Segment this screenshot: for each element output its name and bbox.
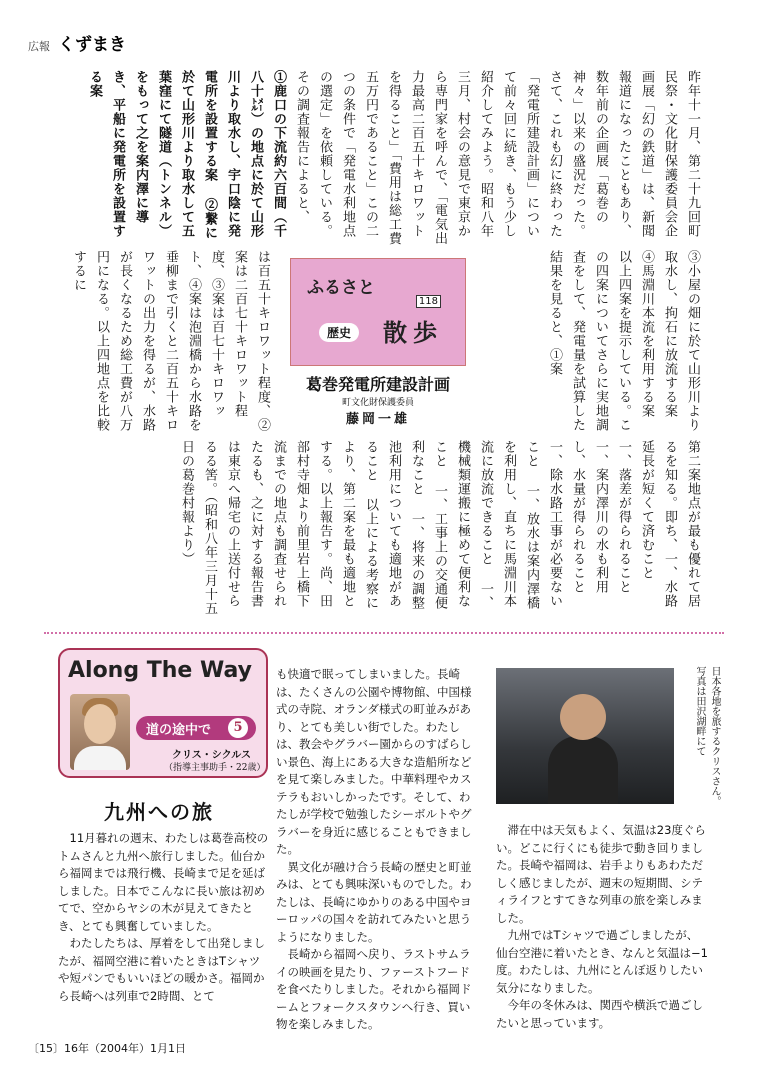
article-paragraph: ①鹿口の下流約六百間（千八十㍍）の地点に於て山形川より取水し、宇口陰に発電所を設置する案 ②繋に於て山形川より取水して五葉窪にて隧道（トンネル）をもって之を案内澤に導き、平船に発電所を設置する案 <box>87 70 286 240</box>
author-name: 藤岡一雄 <box>345 412 410 427</box>
page-footer: 〔15〕16年（2004年）1月1日 <box>28 1042 186 1055</box>
furusato-title-box <box>290 258 466 366</box>
section-divider <box>44 632 724 634</box>
article-top-text <box>44 70 704 246</box>
portrait-shirt <box>74 746 126 770</box>
article-paragraph: 第二案地点が最も優れて居るを知る。即ち、一、水路延長が短くて済むこと 一、落差が得られること 一、案内澤川の水も利用し、水量が得られること 一、除水路工事が必要ないこと 一、放水は案内澤橋を利用し、直ちに馬淵川本流に放流できること 一、機械類運搬に極めて便利なこと 一、工事上の交通便利なこと 一、将来の調整池利用についても適地があること 以上による考察により、第二案を最も適地とする。以上報告す。尚、田部村寺畑より前里岩上橋下流までの地点も調査せられたるも、之に対する報告書は東京へ帰宅の上送付せらるる筈。（昭和八年三月十五日の葛巻村報より） <box>179 440 700 616</box>
chris-photo <box>496 668 674 804</box>
article-bottom-text <box>44 440 704 618</box>
page-header <box>28 30 126 55</box>
along-mid-text <box>276 666 481 1042</box>
article-mid-text <box>44 250 274 440</box>
along-person: クリス・シクルス <box>172 750 251 761</box>
photo-head <box>560 694 606 740</box>
along-title: Along The Way <box>68 658 252 683</box>
along-right-text <box>496 822 708 1042</box>
header-title: くずまき <box>58 35 126 55</box>
article-title: 葛巻発電所建設計画 <box>305 375 450 394</box>
author-role: 町文化財保護委員 <box>341 398 414 408</box>
rekishi-label: 歴史 <box>319 323 359 342</box>
furusato-label: ふるさと <box>307 278 375 298</box>
along-paragraph: 今年の冬休みは、関西や横浜で過ごしたいと思っています。 <box>496 998 703 1030</box>
article-right-text <box>476 250 704 440</box>
photo-caption: 日本各地を旅するクリスさん。写真は田沢湖畔にて <box>694 666 720 806</box>
photo-body <box>548 736 618 804</box>
article-paragraph: ③小屋の畑に於て山形川より取水し、拘石に放流する案 ④馬淵川本流を利用する案 以上四案を提示している。この四案についてさらに実地調査をして、発電量を試算した結果を見ると、①案 <box>547 250 700 432</box>
portrait-face <box>84 704 116 744</box>
along-paragraph: も快適で眠ってしまいました。長崎は、たくさんの公園や博物館、中国様式の寺院、オランダ様式の町並みがあり、とても美しい街でした。わたしは、教会やグラバー園からのすばらしい景色、海上にある大きな造船所などを見て楽しみました。中華料理やカステラもおいしかったです。そして、わたしが学校で勉強したシーボルトやグラバーを身近に感じることもできました。 <box>276 667 472 856</box>
along-paragraph: 長崎から福岡へ戻り、ラストサムライの映画を見たり、ファーストフードを食べたりしました。それから福岡ドームとフォークスタウンへ行き、買い物を楽しみました。 <box>276 947 472 1031</box>
along-paragraph: わたしたちは、厚着をして出発しましたが、福岡空港に着いたときはTシャツや短パンでもいいほどの暖かさ。福岡から長崎へは列車で2時間、とて <box>58 936 265 1003</box>
header-small: 広報 <box>28 40 50 53</box>
author-portrait <box>70 694 130 770</box>
along-number: 5 <box>228 718 248 738</box>
along-paragraph: 11月暮れの週末、わたしは葛巻高校のトムさんと九州へ旅行しました。仙台から福岡までは飛行機、長崎まで足を延ばしました。日本でこんなに長い旅は初めてで、空からヤシの木が見えてきたとき、とても興奮していました。 <box>58 831 269 933</box>
along-paragraph: 滞在中は天気もよく、気温は23度ぐらい。どこに行くにも徒歩で動き回りました。長崎や福岡は、岩手よりもあわただしく感じましたが、週末の短期間、シティライフとすてきな列車の旅を楽しみました。 <box>496 823 706 925</box>
along-paragraph: 異文化が融け合う長崎の歴史と町並みは、とても興味深いものでした。わたしは、長崎にゆかりのある中国やヨーロッパの国々を訪れてみたいと思うようになりました。 <box>276 859 472 944</box>
kyushu-heading: 九州への旅 <box>104 800 214 824</box>
along-left-text <box>58 830 270 1042</box>
along-role: （指導主事助手・22歳） <box>164 763 266 773</box>
sanpo-label: 散歩 <box>383 318 443 347</box>
issue-number: 118 <box>416 295 441 308</box>
along-banner: 道の途中で <box>136 716 256 740</box>
along-the-way-box <box>58 648 268 778</box>
article-paragraph: は百五十キロワット程度、②案は二百七十キロワット程度、③案は百七十キロワット、④案は泡淵橋から水路を垂柳まで引くと二百五十キロワットの出力を得るが、水路が長くなるため総工費が八万円になる。以上四地点を比較するに <box>71 250 270 432</box>
article-paragraph: 昨年十一月、第二十九回町民祭・文化財保護委員会企画展「幻の鉄道」は、新聞報道になったこともあり、数年前の企画展「葛巻の神々」以来の盛況だった。さて、これも幻に終わった「発電所建設計画」について前々回に続き、もう少し紹介してみよう。昭和八年三月、村会の意見で東京から専門家を呼んで、「電気出力最高二百五十キロワットを得ること」「費用は総工費五万円であること」この二つの条件で「発電水利地点の選定」を依頼している。その調査報告によると、 <box>294 70 700 246</box>
along-paragraph: 九州ではTシャツで過ごしましたが、仙台空港に着いたとき、なんと気温は−1度。わたしは、九州にとんぼ返りしたい気分になりました。 <box>496 928 708 995</box>
